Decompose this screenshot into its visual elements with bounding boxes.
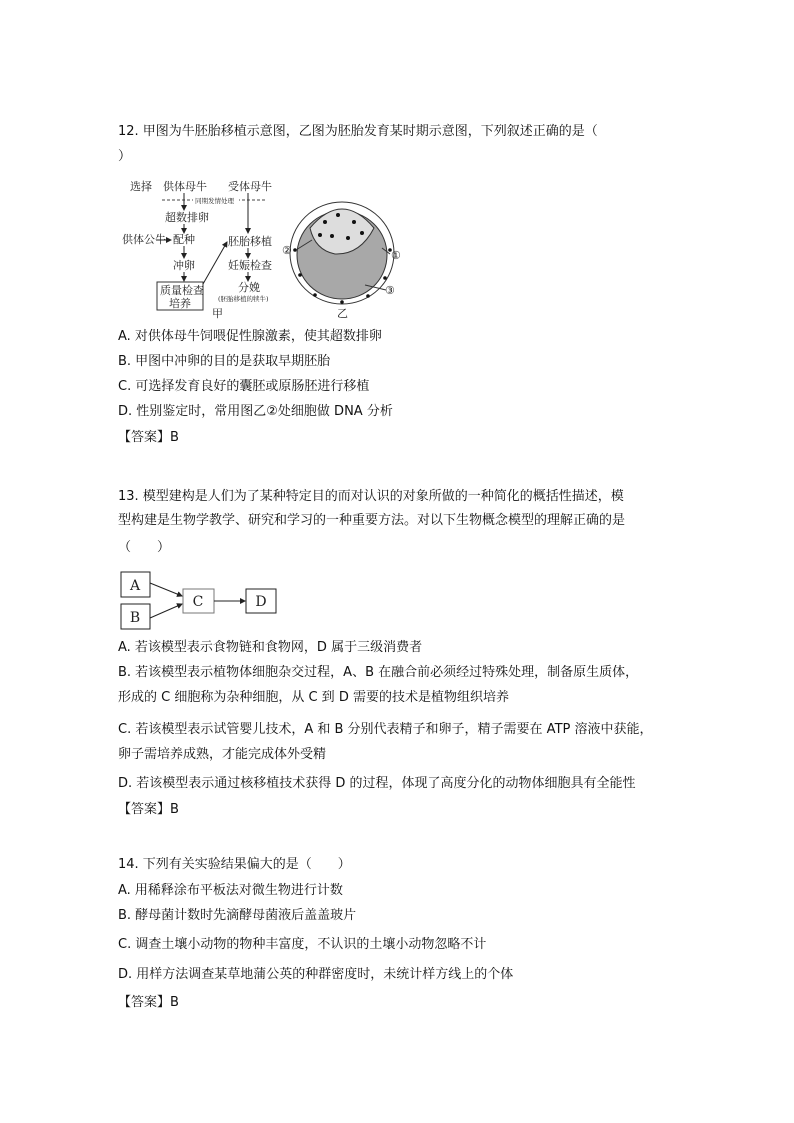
label-jia: 甲 (212, 307, 223, 320)
q13-option-a: A. 若该模型表示食物链和食物网，D 属于三级消费者 (118, 640, 423, 655)
q14-option-c: C. 调查土壤小动物的物种丰富度，不认识的土壤小动物忽略不计 (118, 937, 487, 952)
label-superovulation: 超数排卵 (165, 211, 209, 224)
label-mating: 配种 (173, 233, 195, 246)
q13-option-c: C. 若该模型表示试管婴儿技术，A 和 B 分别代表精子和卵子，精子需要在 ATP 溶液中获能， (118, 722, 653, 737)
q14-option-d: D. 用样方法调查某草地蒲公英的种群密度时，未统计样方线上的个体 (118, 967, 514, 982)
q12-option-c: C. 可选择发育良好的囊胚或原肠胚进行移植 (118, 379, 370, 394)
q12-figure (110, 170, 420, 320)
q14-option-b: B. 酵母菌计数时先滴酵母菌液后盖盖玻片 (118, 908, 357, 923)
label-transfer: 胚胎移植 (228, 235, 272, 248)
label-culture: 培养 (169, 297, 191, 310)
blastocyst-diagram (282, 202, 401, 304)
box-d: D (255, 594, 267, 610)
q13-answer: 【答案】B (118, 802, 179, 817)
q13-option-c-cont: 卵子需培养成熟，才能完成体外受精 (118, 747, 327, 762)
q13-stem-cont: 型构建是生物学教学、研究和学习的一种重要方法。对以下生物概念模型的理解正确的是 (118, 513, 626, 528)
q12-option-d: D. 性别鉴定时，常用图乙②处细胞做 DNA 分析 (118, 404, 393, 419)
label-3: ③ (385, 284, 395, 297)
label-2: ② (282, 244, 292, 257)
box-c: C (192, 594, 204, 610)
label-recipient-cow: 受体母牛 (228, 180, 272, 193)
q12-option-a: A. 对供体母牛饲喂促性腺激素，使其超数排卵 (118, 329, 382, 344)
q14-answer: 【答案】B (118, 995, 179, 1010)
box-a: A (129, 578, 141, 594)
box-b: B (129, 610, 141, 626)
q14-option-a: A. 用稀释涂布平板法对微生物进行计数 (118, 883, 343, 898)
label-donor-bull: 供体公牛 (122, 233, 166, 246)
q13-stem: 13. 模型建构是人们为了某种特定目的而对认识的对象所做的一种简化的概括性描述，模 (118, 489, 624, 504)
q13-stem-paren: （ ） (118, 540, 171, 555)
label-birth: 分娩 (238, 281, 260, 294)
q13-model-diagram (110, 560, 290, 635)
label-pregnancy: 妊娠检查 (228, 259, 272, 272)
q12-answer: 【答案】B (118, 430, 179, 445)
label-calf: (胚胎移植的犊牛) (218, 295, 269, 303)
q12-option-b: B. 甲图中冲卵的目的是获取早期胚胎 (118, 354, 331, 369)
label-1: ① (391, 249, 401, 262)
q14-stem: 14. 下列有关实验结果偏大的是（ ） (118, 857, 351, 872)
q13-option-b-cont: 形成的 C 细胞称为杂种细胞，从 C 到 D 需要的技术是植物组织培养 (118, 690, 509, 705)
label-yi: 乙 (337, 307, 348, 320)
label-select: 选择 (130, 180, 152, 193)
label-sync: 同期发情处理 (195, 197, 234, 205)
q13-option-b: B. 若该模型表示植物体细胞杂交过程，A、B 在融合前必须经过特殊处理，制备原生质体， (118, 665, 639, 680)
q13-option-d: D. 若该模型表示通过核移植技术获得 D 的过程，体现了高度分化的动物体细胞具有全能性 (118, 776, 636, 791)
label-flush: 冲卵 (173, 259, 195, 272)
q12-stem-cont: ） (118, 149, 132, 164)
label-donor-cow: 供体母牛 (163, 180, 207, 193)
q12-stem: 12. 甲图为牛胚胎移植示意图，乙图为胚胎发育某时期示意图，下列叙述正确的是（ (118, 124, 598, 139)
label-quality: 质量检查 (160, 284, 204, 297)
